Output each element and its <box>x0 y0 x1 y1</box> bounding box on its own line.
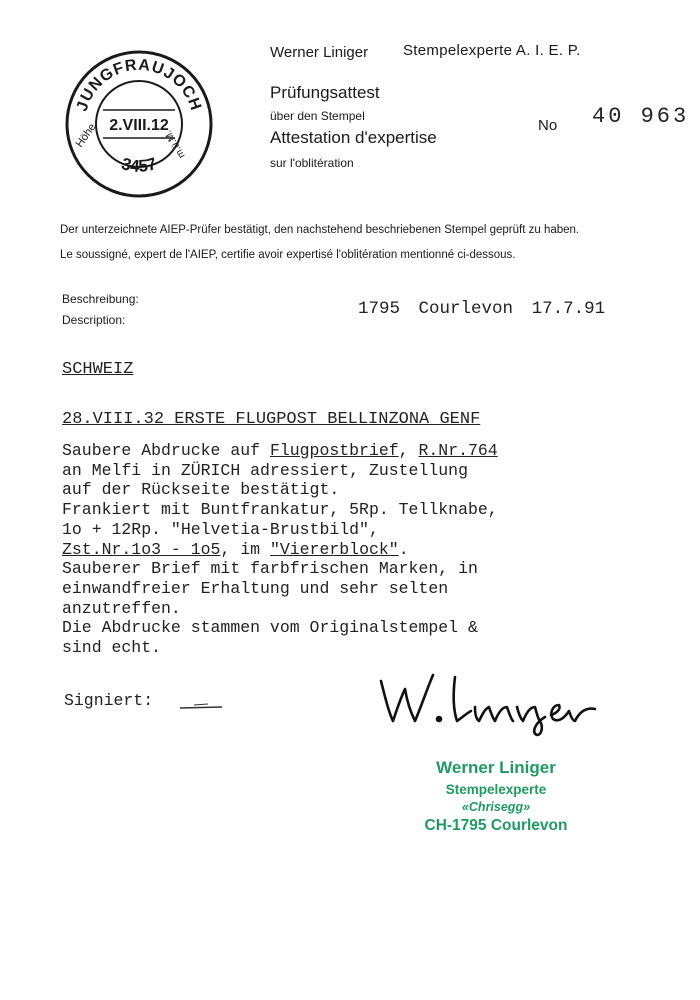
certificate-subtitle-fr: sur l'oblitération <box>270 156 354 170</box>
description-number: 1795 <box>358 299 401 319</box>
body-text <box>62 441 498 658</box>
body-line: auf der Rückseite bestätigt. <box>62 480 340 500</box>
body-line: anzutreffen. <box>62 598 181 618</box>
body-line: Zst.Nr.1o3 - 1o5, im "Viererblock". <box>62 539 409 559</box>
description-label-de: Beschreibung: <box>62 292 139 306</box>
description-label-fr: Description: <box>62 313 126 327</box>
expert-title: Stempelexperte A. I. E. P. <box>403 42 581 59</box>
intro-text-fr: Le soussigné, expert de l'AIEP, certifie avoir expertisé l'oblitération mentionné ci-dessous. <box>60 249 516 261</box>
postmark-date: 2.VIII.12 <box>109 117 169 134</box>
stamp-line-address: CH-1795 Courlevon <box>424 817 568 834</box>
description-place: Courlevon <box>418 299 514 319</box>
postmark-top-text: JUNGFRAUJOCH <box>73 56 205 114</box>
body-line: sind echt. <box>62 638 162 658</box>
postmark-jungfraujoch <box>63 48 215 200</box>
body-line: Die Abdrucke stammen vom Originalstempel & <box>62 618 478 638</box>
stamp-line-title: Stempelexperte <box>445 782 547 797</box>
body-line: an Melfi in ZÜRICH adressiert, Zustellung <box>62 460 468 480</box>
body-line: Sauberer Brief mit farbfrischen Marken, in <box>62 559 478 579</box>
country: SCHWEIZ <box>62 360 134 379</box>
body-line: Saubere Abdrucke auf Flugpostbrief, R.Nr.764 <box>62 441 498 460</box>
certificate-title-de: Prüfungsattest <box>270 83 380 102</box>
description-date: 17.7.91 <box>531 299 606 319</box>
certificate-number-label: No <box>538 117 558 134</box>
small-mark <box>178 700 224 712</box>
expert-name: Werner Liniger <box>270 44 369 61</box>
stamp-name: Werner Liniger <box>436 758 556 777</box>
postmark-left-text: Höhe <box>73 121 99 150</box>
signed-label: Signiert: <box>64 691 154 710</box>
postmark-bottom-text: 3457 <box>119 154 159 176</box>
certificate-title-fr: Attestation d'expertise <box>270 128 437 147</box>
postmark-right-text: m.ü.M. <box>162 128 188 160</box>
expert-stamp <box>396 758 596 835</box>
intro-text-de: Der unterzeichnete AIEP-Prüfer bestätigt, den nachstehend beschriebenen Stempel geprüft zu haben. <box>60 224 580 236</box>
item-heading: 28.VIII.32 ERSTE FLUGPOST BELLINZONA GENF <box>62 410 481 429</box>
signature-text: W. Liniger <box>375 667 380 668</box>
body-line: Frankiert mit Buntfrankatur, 5Rp. Tellknabe, <box>62 500 498 520</box>
certificate-number: 40 963 <box>592 104 690 129</box>
description-value <box>358 299 605 319</box>
stamp-line-place: «Chrisegg» <box>461 800 531 814</box>
handwritten-signature <box>375 667 605 737</box>
body-line: einwandfreier Erhaltung und sehr selten <box>62 578 449 598</box>
body-line: 1o + 12Rp. "Helvetia-Brustbild", <box>62 519 379 539</box>
certificate-subtitle-de: über den Stempel <box>270 109 365 123</box>
